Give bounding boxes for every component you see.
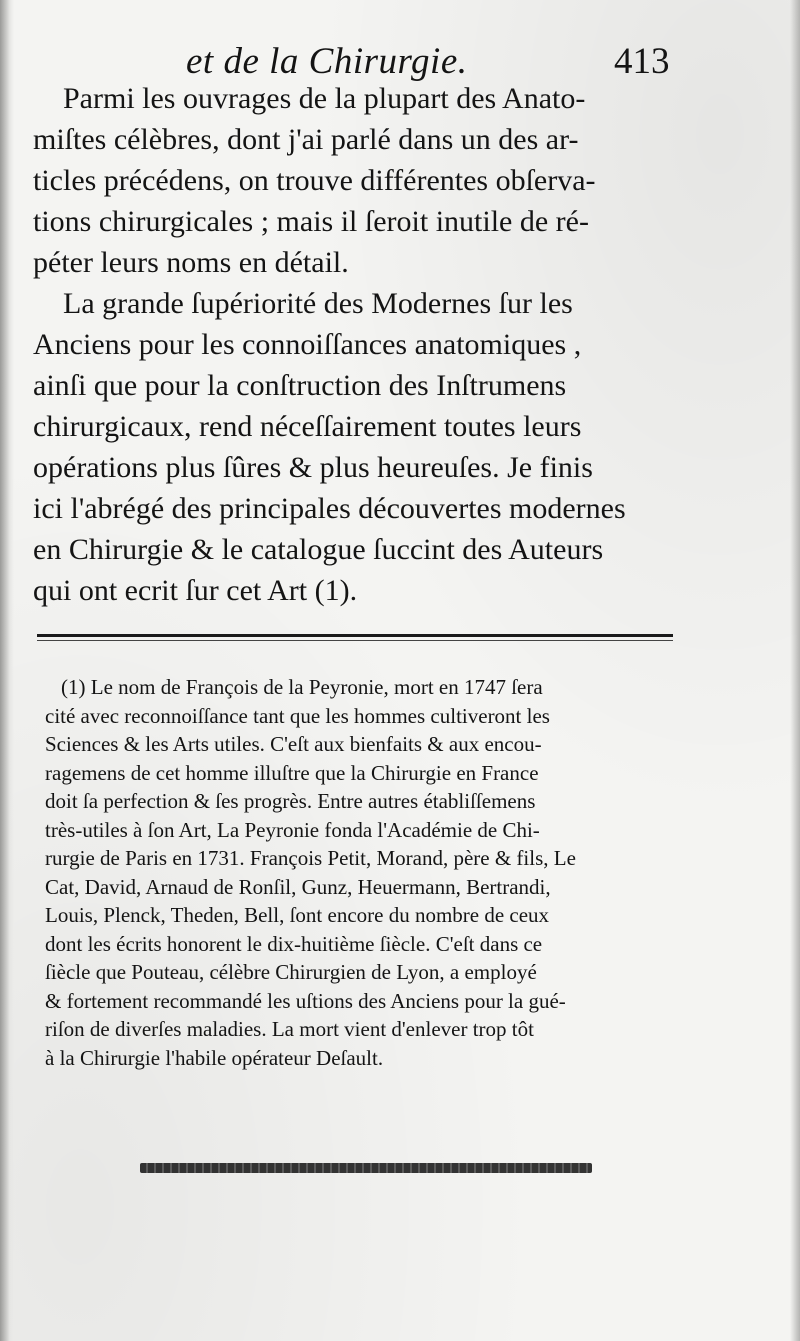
footnote-line: cité avec reconnoiſſance tant que les hommes cultiveront les bbox=[45, 703, 550, 728]
text-line: ticles précédens, on trouve différentes obſerva- bbox=[33, 164, 596, 197]
footnote-line: & fortement recommandé les uſtions des Anciens pour la gué- bbox=[45, 988, 566, 1013]
text-line: qui ont ecrit ſur cet Art (1). bbox=[33, 574, 358, 607]
footnote-line: Louis, Plenck, Theden, Bell, ſont encore du nombre de ceux bbox=[45, 903, 550, 927]
text-line: ainſi que pour la conſtruction des Inſtrumens bbox=[33, 369, 567, 402]
footnote-line: ſiècle que Pouteau, célèbre Chirurgien de Lyon, a employé bbox=[45, 960, 537, 984]
text-line: opérations plus ſûres & plus heureuſes. Je finis bbox=[33, 451, 593, 484]
text-line: en Chirurgie & le catalogue ſuccint des Auteurs bbox=[33, 533, 604, 566]
footnote-line: ragemens de cet homme illuſtre que la Chirurgie en France bbox=[45, 760, 539, 785]
footnote-line: Sciences & les Arts utiles. C'eſt aux bienfaits & aux encou- bbox=[45, 732, 542, 756]
footnote-divider bbox=[37, 634, 673, 637]
text-line: Parmi les ouvrages de la plupart des Anato- bbox=[63, 82, 586, 115]
text-line: Anciens pour les connoiſſances anatomiques , bbox=[33, 328, 582, 361]
page-edge-shadow bbox=[790, 0, 800, 1341]
text-line: ici l'abrégé des principales découvertes modernes bbox=[33, 492, 626, 525]
footnote-line: riſon de diverſes maladies. La mort vient d'enlever trop tôt bbox=[45, 1017, 534, 1041]
text-line: tions chirurgicales ; mais il ſeroit inutile de ré- bbox=[33, 205, 589, 238]
bleed-through-rule bbox=[140, 1163, 592, 1173]
text-line: miſtes célèbres, dont j'ai parlé dans un des ar- bbox=[33, 123, 579, 156]
footnote-line: (1) Le nom de François de la Peyronie, mort en 1747 ſera bbox=[61, 675, 543, 699]
footnote-line: doit ſa perfection & ſes progrès. Entre autres établiſſemens bbox=[45, 789, 536, 813]
footnote-line: à la Chirurgie l'habile opérateur Deſault. bbox=[45, 1045, 384, 1070]
text-line: chirurgicaux, rend néceſſairement toutes leurs bbox=[33, 410, 582, 443]
footnote-line: rurgie de Paris en 1731. François Petit, Morand, père & fils, Le bbox=[45, 846, 576, 870]
page-gutter-shadow bbox=[0, 0, 14, 1341]
main-text bbox=[33, 78, 681, 611]
page-number: 413 bbox=[614, 41, 670, 82]
footnote-line: très-utiles à ſon Art, La Peyronie fonda l'Académie de Chi- bbox=[45, 817, 540, 842]
footnote-line: Cat, David, Arnaud de Ronſil, Gunz, Heuermann, Bertrandi, bbox=[45, 874, 551, 899]
footnote-divider-thin bbox=[37, 640, 673, 641]
footnote-line: dont les écrits honorent le dix-huitième ſiècle. C'eſt dans ce bbox=[45, 931, 543, 956]
footnote bbox=[45, 673, 685, 1072]
text-line: péter leurs noms en détail. bbox=[33, 246, 349, 279]
text-line: La grande ſupériorité des Modernes ſur les bbox=[63, 287, 573, 320]
running-title: et de la Chirurgie. bbox=[186, 41, 468, 82]
